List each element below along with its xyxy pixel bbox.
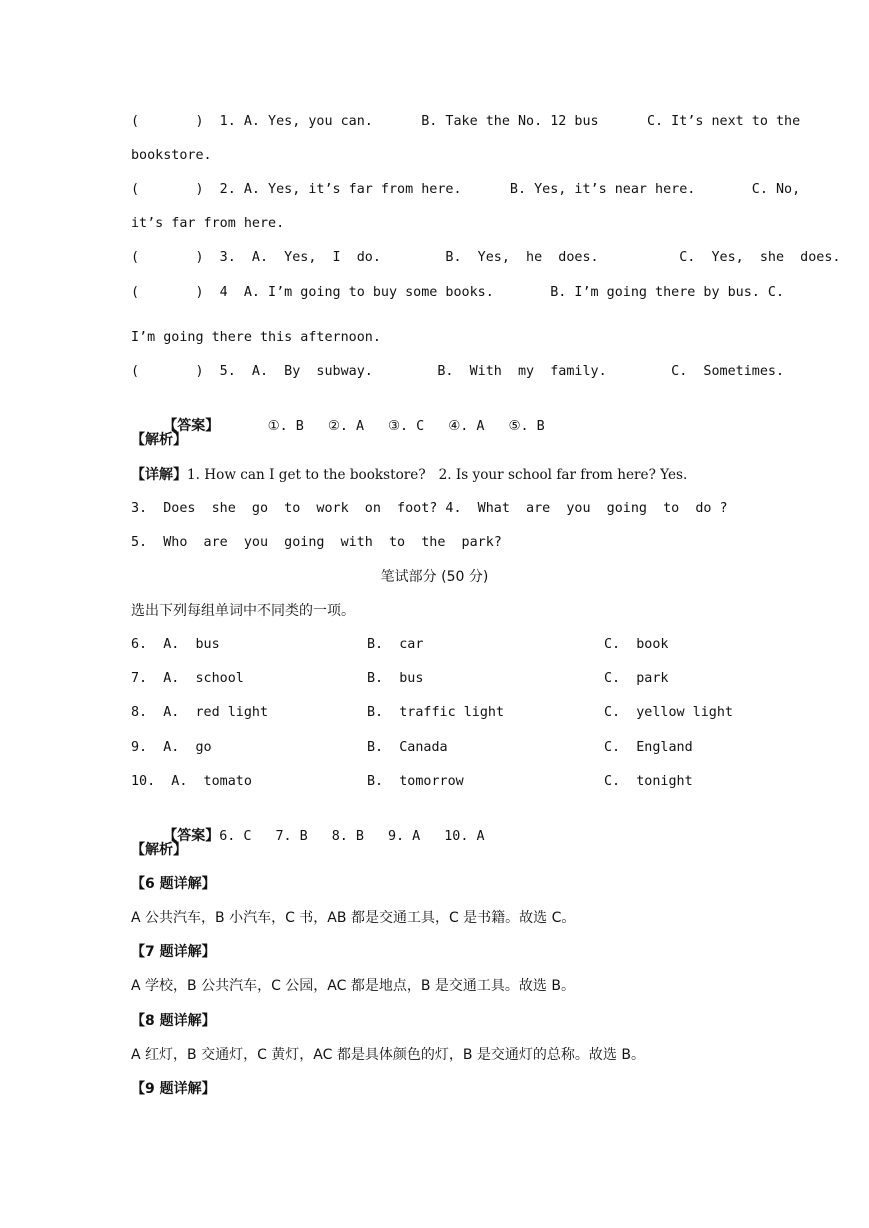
answer-label: 【答案】 xyxy=(163,828,220,844)
detail-9-label: 【9 题详解】 xyxy=(131,1081,216,1097)
option-c: C. book xyxy=(604,637,669,652)
answer-item: ①. B xyxy=(267,419,304,434)
option-c: C. yellow light xyxy=(604,705,733,720)
answer-item: ⑤. B xyxy=(508,419,545,434)
answer-item: 8. B xyxy=(331,829,364,844)
detail-8-label: 【8 题详解】 xyxy=(131,1013,216,1029)
option-a: 10. A. tomato xyxy=(131,774,252,789)
option-a: 8. A. red light xyxy=(131,705,269,720)
question-5-line: ( ) 5. A. By subway. B. With my family. C. Sometimes. xyxy=(131,364,785,379)
detail-7-text: A 学校，B 公共汽车，C 公园，AC 都是地点，B 是交通工具。故选 B。 xyxy=(131,978,575,994)
detail-text: 1. How can I get to the bookstore? 2. Is your school far from here? Yes. xyxy=(187,467,688,483)
answer-item: ④. A xyxy=(448,419,485,434)
detail-7-label: 【7 题详解】 xyxy=(131,944,216,960)
answer-item: ②. A xyxy=(327,419,365,434)
option-c: C. park xyxy=(604,671,669,686)
option-c: C. tonight xyxy=(604,774,693,789)
section-title: 笔试部分 (50 分) xyxy=(380,569,489,585)
analysis-label-2: 【解析】 xyxy=(131,842,187,858)
question-4-continuation: I’m going there this afternoon. xyxy=(131,330,381,345)
answer-row-1 xyxy=(131,396,569,457)
answer-item: ③. C xyxy=(388,419,425,434)
question-1-line: ( ) 1. A. Yes, you can. B. Take the No. 12 bus C. It’s next to the xyxy=(131,114,801,129)
option-a: 6. A. bus xyxy=(131,637,220,652)
answer-item: 7. B xyxy=(275,829,308,844)
option-b: B. Canada xyxy=(367,740,448,755)
detail-label: 【详解】 xyxy=(131,467,187,483)
answer-item: 9. A xyxy=(388,829,421,844)
analysis-label-1: 【解析】 xyxy=(131,432,187,448)
option-b: B. car xyxy=(367,637,424,652)
detail-8-text: A 红灯，B 交通灯，C 黄灯，AC 都是具体颜色的灯，B 是交通灯的总称。故选 B。 xyxy=(131,1047,645,1063)
option-c: C. England xyxy=(604,740,693,755)
option-b: B. bus xyxy=(367,671,424,686)
question-1-continuation: bookstore. xyxy=(131,148,212,163)
question-4-line: ( ) 4 A. I’m going to buy some books. B. I’m going there by bus. C. xyxy=(131,285,785,300)
option-a: 9. A. go xyxy=(131,740,212,755)
detail-6-label: 【6 题详解】 xyxy=(131,876,216,892)
answer-item: 10. A xyxy=(444,829,485,844)
question-2-line: ( ) 2. A. Yes, it’s far from here. B. Yes, it’s near here. C. No, xyxy=(131,182,801,197)
detail-line-2: 3. Does she go to work on foot? 4. What are you going to do ? xyxy=(131,501,728,516)
option-b: B. traffic light xyxy=(367,705,505,720)
detail-line-3: 5. Who are you going with to the park? xyxy=(131,535,502,550)
detail-6-text: A 公共汽车，B 小汽车，C 书，AB 都是交通工具，C 是书籍。故选 C。 xyxy=(131,910,576,926)
option-a: 7. A. school xyxy=(131,671,244,686)
option-b: B. tomorrow xyxy=(367,774,464,789)
answer-item: 6. C xyxy=(219,829,252,844)
answer-row-2 xyxy=(131,806,509,867)
answer-label: 【答案】 xyxy=(163,418,220,434)
question-3-line: ( ) 3. A. Yes, I do. B. Yes, he does. C. Yes, she does. xyxy=(131,250,841,265)
detail-line-1 xyxy=(131,465,687,485)
instruction: 选出下列每组单词中不同类的一项。 xyxy=(131,603,355,619)
question-2-continuation: it’s far from here. xyxy=(131,216,285,231)
